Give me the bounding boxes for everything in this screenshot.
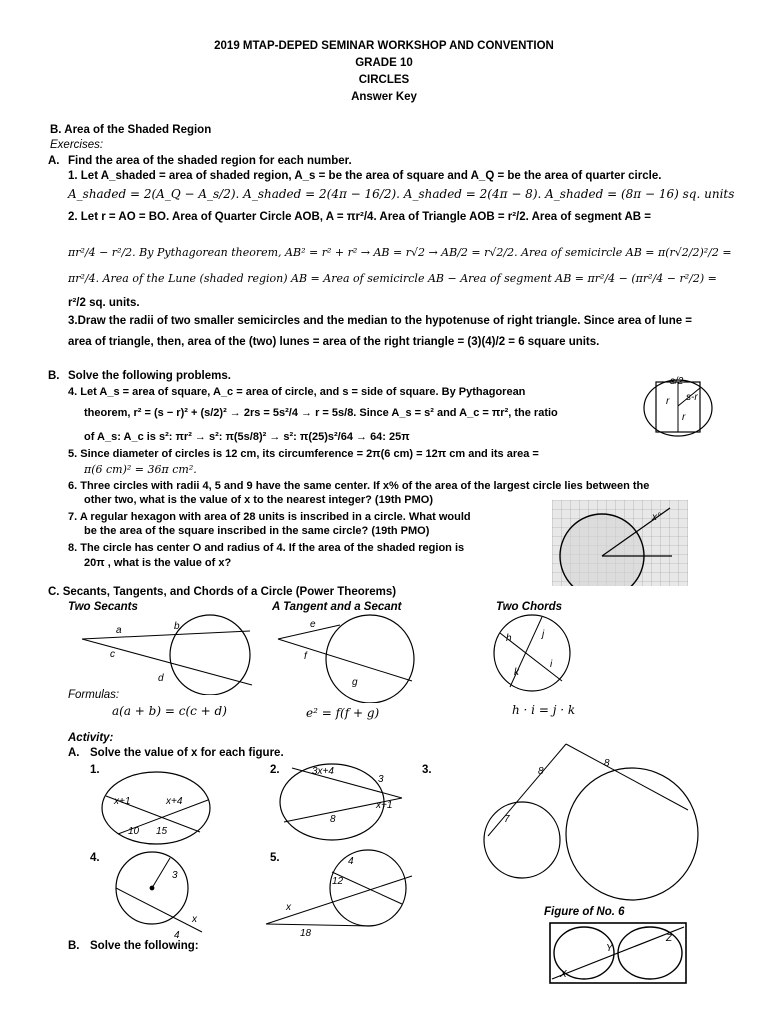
formula-secants: a(a + b) = c(c + d) [112,704,227,718]
q4-label-r2: r [682,412,686,423]
fig1-label-x1: x+1 [114,796,131,807]
q4-figure [640,376,716,438]
fig4-secant [116,888,202,932]
fig3-tangent-1 [488,744,566,836]
fig6-circle-right [618,927,682,979]
fig6-label-z: Z [666,933,673,944]
q4-line3: of A_s: A_c is s²: πr² → s²: π(5s/8)² → s²: π(25)s²/64 → 64: 25π [84,431,410,443]
fig3-label-7: 7 [504,814,510,825]
fig-num-1: 1. [90,764,100,776]
secants-label-a: a [116,625,122,636]
tangent-secant-title: A Tangent and a Secant [272,601,402,613]
chords-label-j: j [542,629,545,640]
part-a-text: Find the area of the shaded region for each number. [68,155,352,167]
fig2-label-x1: x+1 [376,800,393,811]
secants-label-d: d [158,673,164,684]
fig2-label-3: 3 [378,774,384,785]
q6-line2: other two, what is the value of x to the nearest integer? (19th PMO) [84,494,433,506]
fig4-label-4: 4 [174,930,180,940]
q4-label-sr: s-r [686,392,698,403]
q4-label-r1: r [666,396,670,407]
q4-line2: theorem, r² = (s − r)² + (s/2)² → 2rs = 5s²/4 → r = 5s/8. Since A_s = s² and A_c = πr², the ratio [84,407,558,419]
formula-tangent: e² = f(f + g) [306,706,380,720]
fig6-label-x: X [560,969,567,980]
chords-label-k: k [514,667,519,678]
activity-a-text: Solve the value of x for each figure. [90,747,284,759]
fig4-radius [152,858,170,888]
activity-figure-2 [278,760,408,842]
part-b-label: B. [48,370,60,382]
fig5-label-4: 4 [348,856,354,867]
fig4-label-x: x [192,914,197,925]
q2-line3: πr²/4. Area of the Lune (shaded region) AB = Area of semicircle AB − Area of segment AB = πr²/4 − (πr²/4 − r²/2) = [68,272,717,285]
fig2-label-3x4: 3x+4 [312,766,334,777]
fig5-label-18: 18 [300,928,312,939]
q1-line1: 1. Let A_shaded = area of shaded region, A_s = be the area of square and A_Q = be the area of quarter circle. [68,170,662,182]
fig-num-3: 3. [422,764,432,776]
chords-label-h: h [506,633,512,644]
section-b-title: B. Area of the Shaded Region [50,124,212,136]
fig4-label-3: 3 [172,870,178,881]
activity-figure-5 [262,848,422,940]
fig4-center [150,886,155,891]
activity-title: Activity: [68,732,114,744]
header-grade: GRADE 10 [355,57,413,69]
q2-line1: 2. Let r = AO = BO. Area of Quarter Circle AOB, A = πr²/4. Area of Triangle AOB = r²/2. Area of segment AB = [68,211,652,223]
q3-line1: 3.Draw the radii of two smaller semicircles and the median to the hypotenuse of right triangle. Since area of lune = [68,315,693,327]
two-secants-title: Two Secants [68,601,138,613]
fig1-label-10: 10 [128,826,140,837]
fig5-label-12: 12 [332,876,344,887]
q5-line1: 5. Since diameter of circles is 12 cm, its circumference = 2π(6 cm) = 12π cm and its area = [68,448,539,460]
part-b-text: Solve the following problems. [68,370,231,382]
fig-num-5: 5. [270,852,280,864]
q4-label-s2: s/2 [670,376,684,387]
formulas-label: Formulas: [68,689,120,701]
activity-figure-3 [480,742,720,904]
activity-figure-4 [112,850,208,940]
tangent-label-g: g [352,677,358,688]
fig6-label-y: Y [606,943,613,954]
section-c-title: C. Secants, Tangents, and Chords of a Circle (Power Theorems) [48,586,397,598]
q2-line4: r²/2 sq. units. [68,297,140,309]
q7-line2: be the area of the square inscribed in the same circle? (19th PMO) [84,525,430,537]
header-topic: CIRCLES [358,74,410,86]
q2-line2: πr²/4 − r²/2. By Pythagorean theorem, AB² = r² + r² → AB = r√2 → AB/2 = r√2/2. Area of semicircle AB = π(r√2/2)²/2 = [68,246,732,259]
fig5-label-x: x [286,902,291,913]
q1-line2: A_shaded = 2(A_Q − A_s/2). A_shaded = 2(4π − 16/2). A_shaded = 2(4π − 8). A_shaded = (8π − 16) sq. units [68,187,735,201]
fig1-label-x4: x+4 [166,796,183,807]
activity-b-label: B. [68,940,80,952]
activity-b-text: Solve the following: [90,940,199,952]
formula-chords: h · i = j · k [512,703,576,717]
activity-a-label: A. [68,747,80,759]
fig6-diagonal [552,927,684,979]
secant-1 [82,631,250,639]
fig3-label-8a: 8 [538,766,544,777]
chords-circle [494,615,570,691]
fig-num-2: 2. [270,764,280,776]
q6-line1: 6. Three circles with radii 4, 5 and 9 have the same center. If x% of the area of the largest circle lies between the [68,480,650,492]
activity-figure-1 [100,770,212,846]
q8-label-x: x° [652,512,661,523]
fig3-large-circle [566,768,698,900]
exercises-label: Exercises: [50,139,104,151]
two-secants-figure [80,613,260,695]
secants-circle [170,615,250,695]
fig2-secant-1 [292,768,402,798]
tangent-line [278,625,340,639]
q8-line2: 20π , what is the value of x? [84,557,232,569]
part-a-label: A. [48,155,60,167]
fig3-label-8b: 8 [604,758,610,769]
two-chords-figure [490,613,576,693]
secants-label-c: c [110,649,115,660]
fig3-small-circle [484,802,560,878]
secant-line [278,639,412,681]
figure-6 [548,921,690,985]
q5-line2: π(6 cm)² = 36π cm². [84,463,197,476]
fig1-label-15: 15 [156,826,168,837]
secant-2 [82,639,252,685]
q8-figure [552,500,688,586]
tangent-label-e: e [310,619,316,630]
q8-line1: 8. The circle has center O and radius of 4. If the area of the shaded region is [68,542,465,554]
chords-label-i: i [550,659,553,670]
q3-line2: area of triangle, then, area of the (two) lunes = area of the right triangle = (3)(4)/2 = 6 square units. [68,336,600,348]
figure-6-caption: Figure of No. 6 [544,906,625,918]
two-chords-title: Two Chords [496,601,563,613]
fig-num-4: 4. [90,852,100,864]
fig2-label-8: 8 [330,814,336,825]
tangent-label-f: f [304,651,307,662]
header-answer-key: Answer Key [351,91,417,103]
fig3-tangent-2 [566,744,688,810]
tangent-secant-figure [276,613,426,703]
secants-label-b: b [174,621,180,632]
q7-line1: 7. A regular hexagon with area of 28 units is inscribed in a circle. What would [68,511,471,523]
q4-line1: 4. Let A_s = area of square, A_c = area of circle, and s = side of square. By Pythagorean [68,386,526,398]
tangent-circle [326,615,414,703]
header-title: 2019 MTAP-DEPED SEMINAR WORKSHOP AND CONVENTION [214,40,554,52]
